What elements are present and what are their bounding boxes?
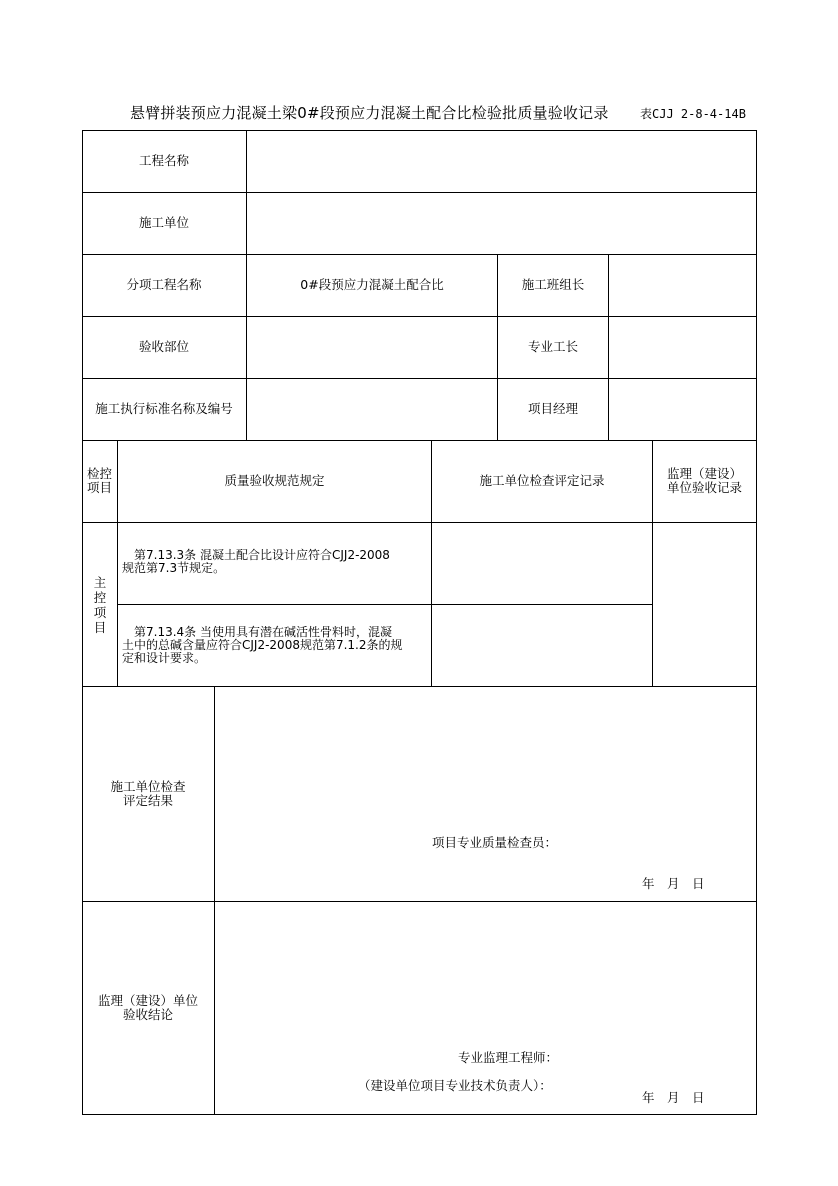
sub-project-value[interactable]: 0#段预应力混凝土配合比 <box>300 277 444 292</box>
quality-inspector-label: 项目专业质量检查员： <box>432 835 558 850</box>
check-item-header-line1: 检控 <box>86 466 112 481</box>
main-control-char: 项 <box>93 605 107 620</box>
standard-value[interactable] <box>247 378 497 440</box>
unit-result-area[interactable] <box>215 687 756 901</box>
team-leader-label: 施工班组长 <box>521 277 585 292</box>
supervisor-record-cell[interactable] <box>653 523 756 686</box>
team-leader-value[interactable] <box>609 254 756 316</box>
main-control-label <box>90 575 110 635</box>
spec-item-line: 土中的总碱含量应符合CJJ2-2008规范第7.1.2条的规 <box>122 638 403 652</box>
project-name-value[interactable] <box>247 130 756 192</box>
unit-record-header: 施工单位检查评定记录 <box>479 473 605 488</box>
unit-result-date: 年 月 日 <box>642 876 705 891</box>
project-name-label: 工程名称 <box>138 153 189 168</box>
manager-value[interactable] <box>609 378 756 440</box>
unit-record-item-2[interactable] <box>432 605 652 686</box>
main-control-char: 控 <box>93 590 107 605</box>
manager-label: 项目经理 <box>527 401 578 416</box>
spec-item-7-13-4 <box>122 626 428 665</box>
owner-tech-lead-label: （建设单位项目专业技术负责人）： <box>358 1078 552 1093</box>
check-item-header <box>82 440 117 522</box>
main-control-char: 主 <box>93 575 107 590</box>
construction-unit-value[interactable] <box>247 192 756 254</box>
supervisor-record-header <box>653 440 756 522</box>
unit-record-item-1[interactable] <box>432 523 652 604</box>
unit-result-label-line1: 施工单位检查 <box>110 778 186 794</box>
form-title: 悬臂拼装预应力混凝土梁0#段预应力混凝土配合比检验批质量验收记录 <box>130 104 609 122</box>
check-item-header-line2: 项目 <box>86 480 112 495</box>
spec-item-line: 第7.13.3条 混凝土配合比设计应符合CJJ2-2008 <box>134 548 390 562</box>
spec-item-line: 定和设计要求。 <box>122 651 207 665</box>
supervisor-conclusion-date: 年 月 日 <box>642 1090 705 1105</box>
supervisor-header-line2: 单位验收记录 <box>666 480 742 495</box>
supervisor-conclusion-label-line1: 监理（建设）单位 <box>97 992 198 1008</box>
spec-item-7-13-3 <box>122 549 428 575</box>
spec-header: 质量验收规范规定 <box>224 473 325 488</box>
acceptance-part-label: 验收部位 <box>138 339 189 354</box>
supervising-engineer-label: 专业监理工程师： <box>458 1050 559 1065</box>
supervisor-conclusion-label-line2: 验收结论 <box>122 1006 173 1022</box>
supervisor-conclusion-label <box>82 901 214 1114</box>
spec-item-line: 规范第7.3节规定。 <box>122 561 226 575</box>
construction-unit-label: 施工单位 <box>138 215 189 230</box>
main-control-char: 目 <box>93 620 107 635</box>
supervisor-header-line1: 监理（建设） <box>666 466 742 481</box>
form-code: 表CJJ 2-8-4-14B <box>640 107 746 121</box>
standard-label: 施工执行标准名称及编号 <box>95 401 233 416</box>
unit-result-label-line2: 评定结果 <box>122 792 173 808</box>
spec-item-line: 第7.13.4条 当使用具有潜在碱活性骨料时，混凝 <box>134 625 392 639</box>
foreman-label: 专业工长 <box>527 339 578 354</box>
acceptance-part-value[interactable] <box>247 316 497 378</box>
foreman-value[interactable] <box>609 316 756 378</box>
unit-result-label <box>82 686 214 901</box>
sub-project-label: 分项工程名称 <box>126 277 202 292</box>
